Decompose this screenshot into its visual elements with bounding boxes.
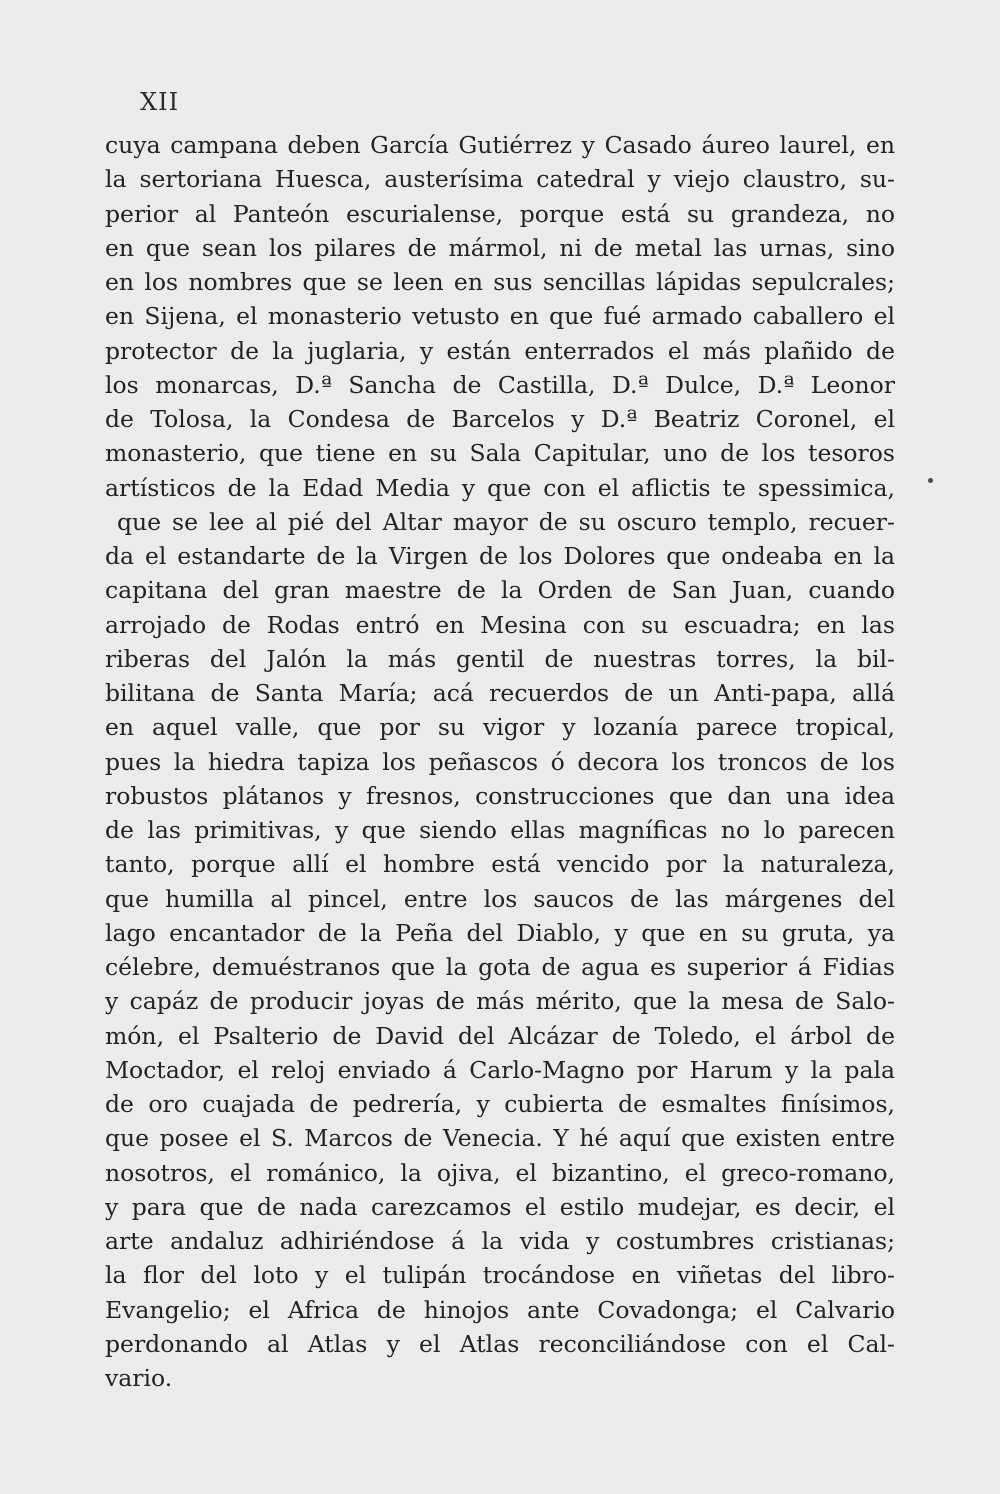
text-line: protector de la juglaria, y están enterrados el más plañido de (105, 336, 895, 365)
text-line: tanto, porque allí el hombre está vencido por la naturaleza, (105, 850, 895, 879)
text-line: pues la hiedra tapiza los peñascos ó decora los troncos de los (105, 747, 895, 776)
text-line: la sertoriana Huesca, austerísima catedral y viejo claustro, su- (105, 165, 895, 194)
text-line: robustos plátanos y fresnos, construcciones que dan una idea (105, 781, 895, 810)
text-line: célebre, demuéstranos que la gota de agua es superior á Fidias (105, 953, 895, 981)
text-line: la flor del loto y el tulipán trocándose en viñetas del libro- (105, 1261, 895, 1290)
text-line: en aquel valle, que por su vigor y lozanía parece tropical, (105, 713, 895, 742)
text-line: vario. (105, 1364, 173, 1392)
text-line: perior al Panteón escurialense, porque está su grandeza, no (105, 199, 895, 228)
text-line: da el estandarte de la Virgen de los Dolores que ondeaba en la (105, 542, 895, 570)
text-line: artísticos de la Edad Media y que con el aflictis te spessimica, (105, 473, 895, 502)
text-line: los monarcas, D.ª Sancha de Castilla, D.ª Dulce, D.ª Leonor (105, 370, 895, 399)
text-line: y capáz de producir joyas de más mérito, que la mesa de Salo- (105, 987, 895, 1016)
text-line: de las primitivas, y que siendo ellas magníficas no lo parecen (105, 816, 895, 844)
text-line: y para que de nada carezcamos el estilo mudejar, es decir, el (105, 1192, 895, 1221)
text-line: en que sean los pilares de mármol, ni de metal las urnas, sino (105, 233, 895, 262)
text-line: Moctador, el reloj enviado á Carlo-Magno por Harum y la pala (105, 1055, 895, 1084)
text-line: capitana del gran maestre de la Orden de San Juan, cuando (105, 576, 895, 605)
text-line: arrojado de Rodas entró en Mesina con su escuadra; en las (105, 610, 895, 639)
text-line: en Sijena, el monasterio vetusto en que fué armado caballero el (105, 302, 895, 331)
text-line: món, el Psalterio de David del Alcázar de Toledo, el árbol de (105, 1021, 895, 1050)
text-line: monasterio, que tiene en su Sala Capitular, uno de los tesoros (105, 439, 895, 468)
page-number: XII (140, 88, 180, 116)
text-line: que humilla al pincel, entre los saucos de las márgenes del (105, 884, 895, 913)
text-line: nosotros, el románico, la ojiva, el bizantino, el greco-romano, (105, 1158, 895, 1187)
text-line: Evangelio; el Africa de hinojos ante Covadonga; el Calvario (105, 1295, 895, 1324)
text-line: que posee el S. Marcos de Venecia. Y hé aquí que existen entre (105, 1124, 895, 1153)
text-line: de oro cuajada de pedrería, y cubierta de esmaltes finísimos, (105, 1090, 895, 1118)
text-line: cuya campana deben García Gutiérrez y Casado áureo laurel, en (105, 131, 895, 159)
text-line: bilitana de Santa María; acá recuerdos de un Anti-papa, allá (105, 679, 895, 707)
ink-speck (928, 478, 933, 483)
text-line: lago encantador de la Peña del Diablo, y que en su gruta, ya (105, 918, 895, 947)
text-line: arte andaluz adhiriéndose á la vida y costumbres cristianas; (105, 1227, 895, 1255)
text-line: que se lee al pié del Altar mayor de su oscuro templo, recuer- (117, 507, 895, 536)
text-line: perdonando al Atlas y el Atlas reconciliándose con el Cal- (105, 1329, 895, 1358)
text-line: de Tolosa, la Condesa de Barcelos y D.ª Beatriz Coronel, el (105, 405, 895, 433)
body-text (105, 128, 895, 1395)
text-line: en los nombres que se leen en sus sencillas lápidas sepulcrales; (105, 268, 895, 296)
text-line: riberas del Jalón la más gentil de nuestras torres, la bil- (105, 644, 895, 673)
